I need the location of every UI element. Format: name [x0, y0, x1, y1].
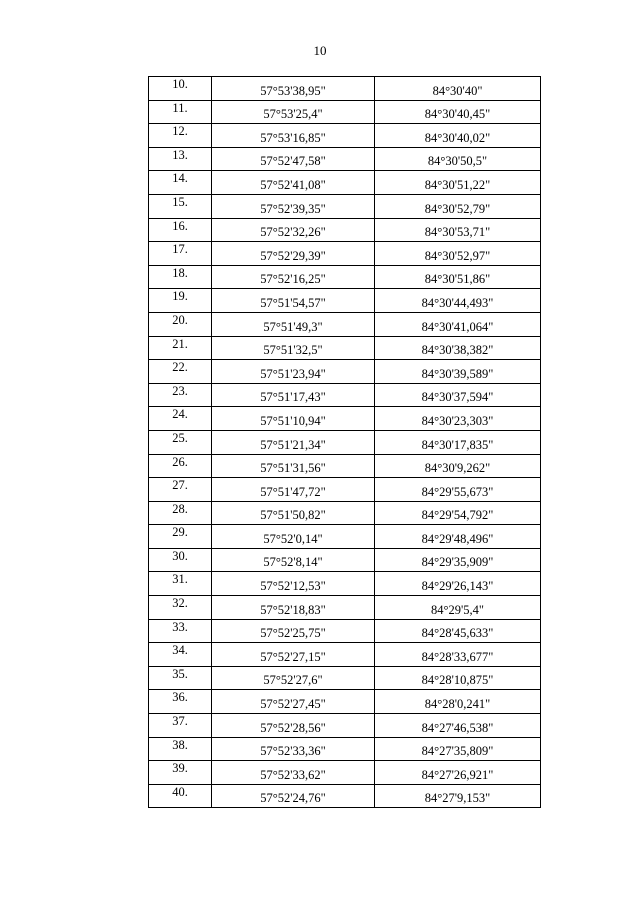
longitude-cell: 84°30'23,303": [375, 407, 541, 431]
table-row: [149, 548, 541, 572]
latitude-cell: 57°52'8,14": [212, 548, 375, 572]
point-number-cell: 26.: [149, 454, 212, 478]
latitude-cell: 57°51'17,43": [212, 383, 375, 407]
longitude-cell: 84°30'44,493": [375, 289, 541, 313]
latitude-cell: 57°51'23,94": [212, 360, 375, 384]
latitude-cell: 57°52'24,76": [212, 784, 375, 808]
point-number-cell: 19.: [149, 289, 212, 313]
longitude-cell: 84°30'40": [375, 77, 541, 101]
point-number-cell: 34.: [149, 643, 212, 667]
table-row: [149, 619, 541, 643]
point-number-cell: 14.: [149, 171, 212, 195]
table-row: [149, 289, 541, 313]
latitude-cell: 57°52'28,56": [212, 714, 375, 738]
latitude-cell: 57°51'32,5": [212, 336, 375, 360]
point-number-cell: 13.: [149, 147, 212, 171]
table-row: [149, 478, 541, 502]
point-number-cell: 28.: [149, 501, 212, 525]
latitude-cell: 57°53'25,4": [212, 100, 375, 124]
latitude-cell: 57°52'16,25": [212, 265, 375, 289]
table-row: [149, 454, 541, 478]
latitude-cell: 57°52'27,6": [212, 666, 375, 690]
longitude-cell: 84°28'33,677": [375, 643, 541, 667]
longitude-cell: 84°30'40,45": [375, 100, 541, 124]
latitude-cell: 57°53'16,85": [212, 124, 375, 148]
point-number-cell: 33.: [149, 619, 212, 643]
longitude-cell: 84°30'9,262": [375, 454, 541, 478]
table-row: [149, 147, 541, 171]
point-number-cell: 39.: [149, 761, 212, 785]
longitude-cell: 84°30'40,02": [375, 124, 541, 148]
longitude-cell: 84°30'37,594": [375, 383, 541, 407]
point-number-cell: 20.: [149, 312, 212, 336]
table-row: [149, 265, 541, 289]
longitude-cell: 84°28'45,633": [375, 619, 541, 643]
point-number-cell: 29.: [149, 525, 212, 549]
table-row: [149, 336, 541, 360]
table-row: [149, 572, 541, 596]
longitude-cell: 84°28'0,241": [375, 690, 541, 714]
table-row: [149, 643, 541, 667]
latitude-cell: 57°51'47,72": [212, 478, 375, 502]
point-number-cell: 38.: [149, 737, 212, 761]
latitude-cell: 57°51'54,57": [212, 289, 375, 313]
point-number-cell: 22.: [149, 360, 212, 384]
table-row: [149, 525, 541, 549]
longitude-cell: 84°30'38,382": [375, 336, 541, 360]
point-number-cell: 37.: [149, 714, 212, 738]
latitude-cell: 57°52'33,36": [212, 737, 375, 761]
table-row: [149, 666, 541, 690]
table-row: [149, 737, 541, 761]
latitude-cell: 57°52'27,15": [212, 643, 375, 667]
longitude-cell: 84°27'9,153": [375, 784, 541, 808]
table-row: [149, 194, 541, 218]
table-row: [149, 360, 541, 384]
point-number-cell: 16.: [149, 218, 212, 242]
point-number-cell: 18.: [149, 265, 212, 289]
longitude-cell: 84°30'53,71": [375, 218, 541, 242]
table-row: [149, 100, 541, 124]
point-number-cell: 21.: [149, 336, 212, 360]
latitude-cell: 57°51'50,82": [212, 501, 375, 525]
longitude-cell: 84°30'52,79": [375, 194, 541, 218]
longitude-cell: 84°30'17,835": [375, 430, 541, 454]
table-row: [149, 383, 541, 407]
table-row: [149, 407, 541, 431]
table-row: [149, 784, 541, 808]
table-row: [149, 501, 541, 525]
longitude-cell: 84°27'26,921": [375, 761, 541, 785]
table-row: [149, 124, 541, 148]
coordinates-table: [148, 76, 541, 808]
table-row: [149, 171, 541, 195]
longitude-cell: 84°29'54,792": [375, 501, 541, 525]
longitude-cell: 84°29'26,143": [375, 572, 541, 596]
longitude-cell: 84°28'10,875": [375, 666, 541, 690]
longitude-cell: 84°27'35,809": [375, 737, 541, 761]
table-row: [149, 596, 541, 620]
table-row: [149, 714, 541, 738]
point-number-cell: 32.: [149, 596, 212, 620]
longitude-cell: 84°27'46,538": [375, 714, 541, 738]
latitude-cell: 57°52'29,39": [212, 242, 375, 266]
latitude-cell: 57°52'27,45": [212, 690, 375, 714]
point-number-cell: 10.: [149, 77, 212, 101]
longitude-cell: 84°29'48,496": [375, 525, 541, 549]
table-row: [149, 690, 541, 714]
latitude-cell: 57°52'18,83": [212, 596, 375, 620]
latitude-cell: 57°52'41,08": [212, 171, 375, 195]
longitude-cell: 84°30'39,589": [375, 360, 541, 384]
longitude-cell: 84°29'5,4": [375, 596, 541, 620]
point-number-cell: 27.: [149, 478, 212, 502]
table-row: [149, 430, 541, 454]
latitude-cell: 57°51'21,34": [212, 430, 375, 454]
coordinates-table-body: [149, 77, 541, 808]
latitude-cell: 57°51'31,56": [212, 454, 375, 478]
point-number-cell: 36.: [149, 690, 212, 714]
point-number-cell: 25.: [149, 430, 212, 454]
latitude-cell: 57°52'12,53": [212, 572, 375, 596]
latitude-cell: 57°52'47,58": [212, 147, 375, 171]
point-number-cell: 11.: [149, 100, 212, 124]
latitude-cell: 57°51'10,94": [212, 407, 375, 431]
table-row: [149, 242, 541, 266]
point-number-cell: 24.: [149, 407, 212, 431]
table-row: [149, 77, 541, 101]
table-row: [149, 312, 541, 336]
point-number-cell: 17.: [149, 242, 212, 266]
table-row: [149, 218, 541, 242]
point-number-cell: 12.: [149, 124, 212, 148]
longitude-cell: 84°29'35,909": [375, 548, 541, 572]
longitude-cell: 84°30'51,22": [375, 171, 541, 195]
longitude-cell: 84°30'52,97": [375, 242, 541, 266]
latitude-cell: 57°51'49,3": [212, 312, 375, 336]
latitude-cell: 57°52'32,26": [212, 218, 375, 242]
page-number: 10: [313, 43, 327, 58]
longitude-cell: 84°30'50,5": [375, 147, 541, 171]
point-number-cell: 35.: [149, 666, 212, 690]
point-number-cell: 15.: [149, 194, 212, 218]
latitude-cell: 57°53'38,95": [212, 77, 375, 101]
point-number-cell: 30.: [149, 548, 212, 572]
point-number-cell: 40.: [149, 784, 212, 808]
longitude-cell: 84°29'55,673": [375, 478, 541, 502]
latitude-cell: 57°52'39,35": [212, 194, 375, 218]
longitude-cell: 84°30'41,064": [375, 312, 541, 336]
point-number-cell: 23.: [149, 383, 212, 407]
latitude-cell: 57°52'25,75": [212, 619, 375, 643]
table-row: [149, 761, 541, 785]
longitude-cell: 84°30'51,86": [375, 265, 541, 289]
latitude-cell: 57°52'33,62": [212, 761, 375, 785]
latitude-cell: 57°52'0,14": [212, 525, 375, 549]
point-number-cell: 31.: [149, 572, 212, 596]
